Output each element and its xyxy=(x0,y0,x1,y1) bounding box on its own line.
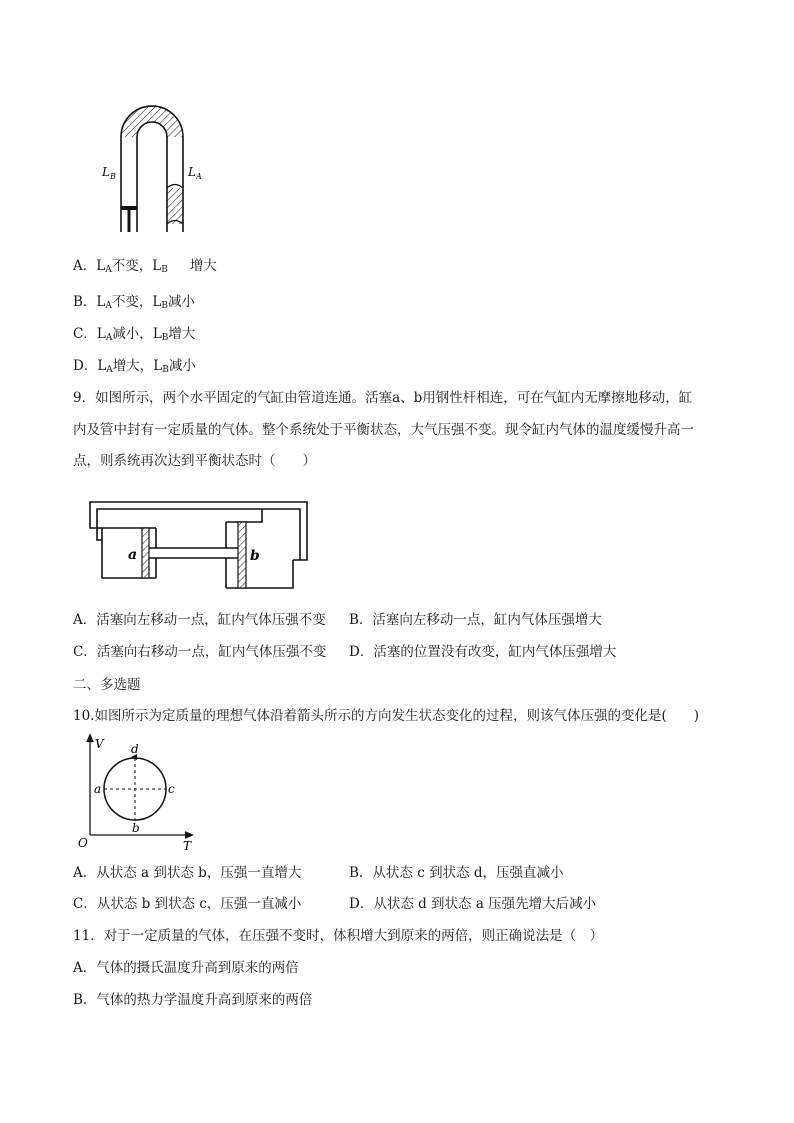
q10-option-b: B．从状态 c 到状态 d，压强直减小 xyxy=(349,865,564,881)
q9-stem-line-2: 内及管中封有一定质量的气体。整个系统处于平衡状态，大气压强不变。现令缸内气体的温度缓慢升高一 xyxy=(73,422,694,438)
q9-option-c: C．活塞向右移动一点，缸内气体压强不变 xyxy=(73,644,327,660)
q10-option-a: A．从状态 a 到状态 b，压强一直增大 xyxy=(73,865,302,881)
q8-option-d: D．$L_A$增大，$L_B$减小 xyxy=(73,358,196,375)
axis-label-v: V xyxy=(95,737,104,751)
state-label-d: d xyxy=(131,742,139,756)
label-la: $L_A$ xyxy=(188,165,202,181)
label-lb: $L_B$ xyxy=(102,165,116,181)
q9-stem-line-3: 点，则系统再次达到平衡状态时（ ） xyxy=(73,453,316,469)
q9-option-d: D．活塞的位置没有改变，缸内气体压强增大 xyxy=(349,644,617,660)
q10-option-d: D．从状态 d 到状态 a 压强先增大后减小 xyxy=(349,896,597,912)
q11-stem: 11．对于一定质量的气体，在压强不变时，体积增大到原来的两倍，则正确说法是（ ） xyxy=(73,928,604,944)
axis-label-t: T xyxy=(183,839,192,853)
q9-option-a: A．活塞向左移动一点，缸内气体压强不变 xyxy=(73,612,326,628)
q10-option-c: C．从状态 b 到状态 c，压强一直减小 xyxy=(73,896,302,912)
q8-option-a: A．$L_A$不变，$L_B$ 增大 xyxy=(73,258,217,275)
state-label-c: c xyxy=(168,782,175,796)
origin-label: O xyxy=(78,836,88,850)
state-label-b: b xyxy=(132,821,140,835)
q8-option-c: C．$L_A$减小，$L_B$增大 xyxy=(73,326,196,343)
q11-option-a: A．气体的摄氏温度升高到原来的两倍 xyxy=(73,960,299,976)
q9-option-b: B．活塞向左移动一点，缸内气体压强增大 xyxy=(349,612,602,628)
section-heading-multi-choice: 二、多选题 xyxy=(73,677,141,693)
state-label-a: a xyxy=(94,782,102,796)
label-piston-b: b xyxy=(250,548,260,564)
q11-option-b: B．气体的热力学温度升高到原来的两倍 xyxy=(73,992,313,1008)
label-piston-a: a xyxy=(128,547,138,563)
q8-option-b: B．$L_A$不变，$L_B$减小 xyxy=(73,294,195,311)
q9-stem-line-1: 9．如图所示，两个水平固定的气缸由管道连通。活塞a、b用钢性杆相连，可在气缸内无摩擦地移动，缸 xyxy=(73,390,693,406)
q10-stem: 10.如图所示为定质量的理想气体沿着箭头所示的方向发生状态变化的过程，则该气体压强的变化是( ) xyxy=(73,708,700,724)
